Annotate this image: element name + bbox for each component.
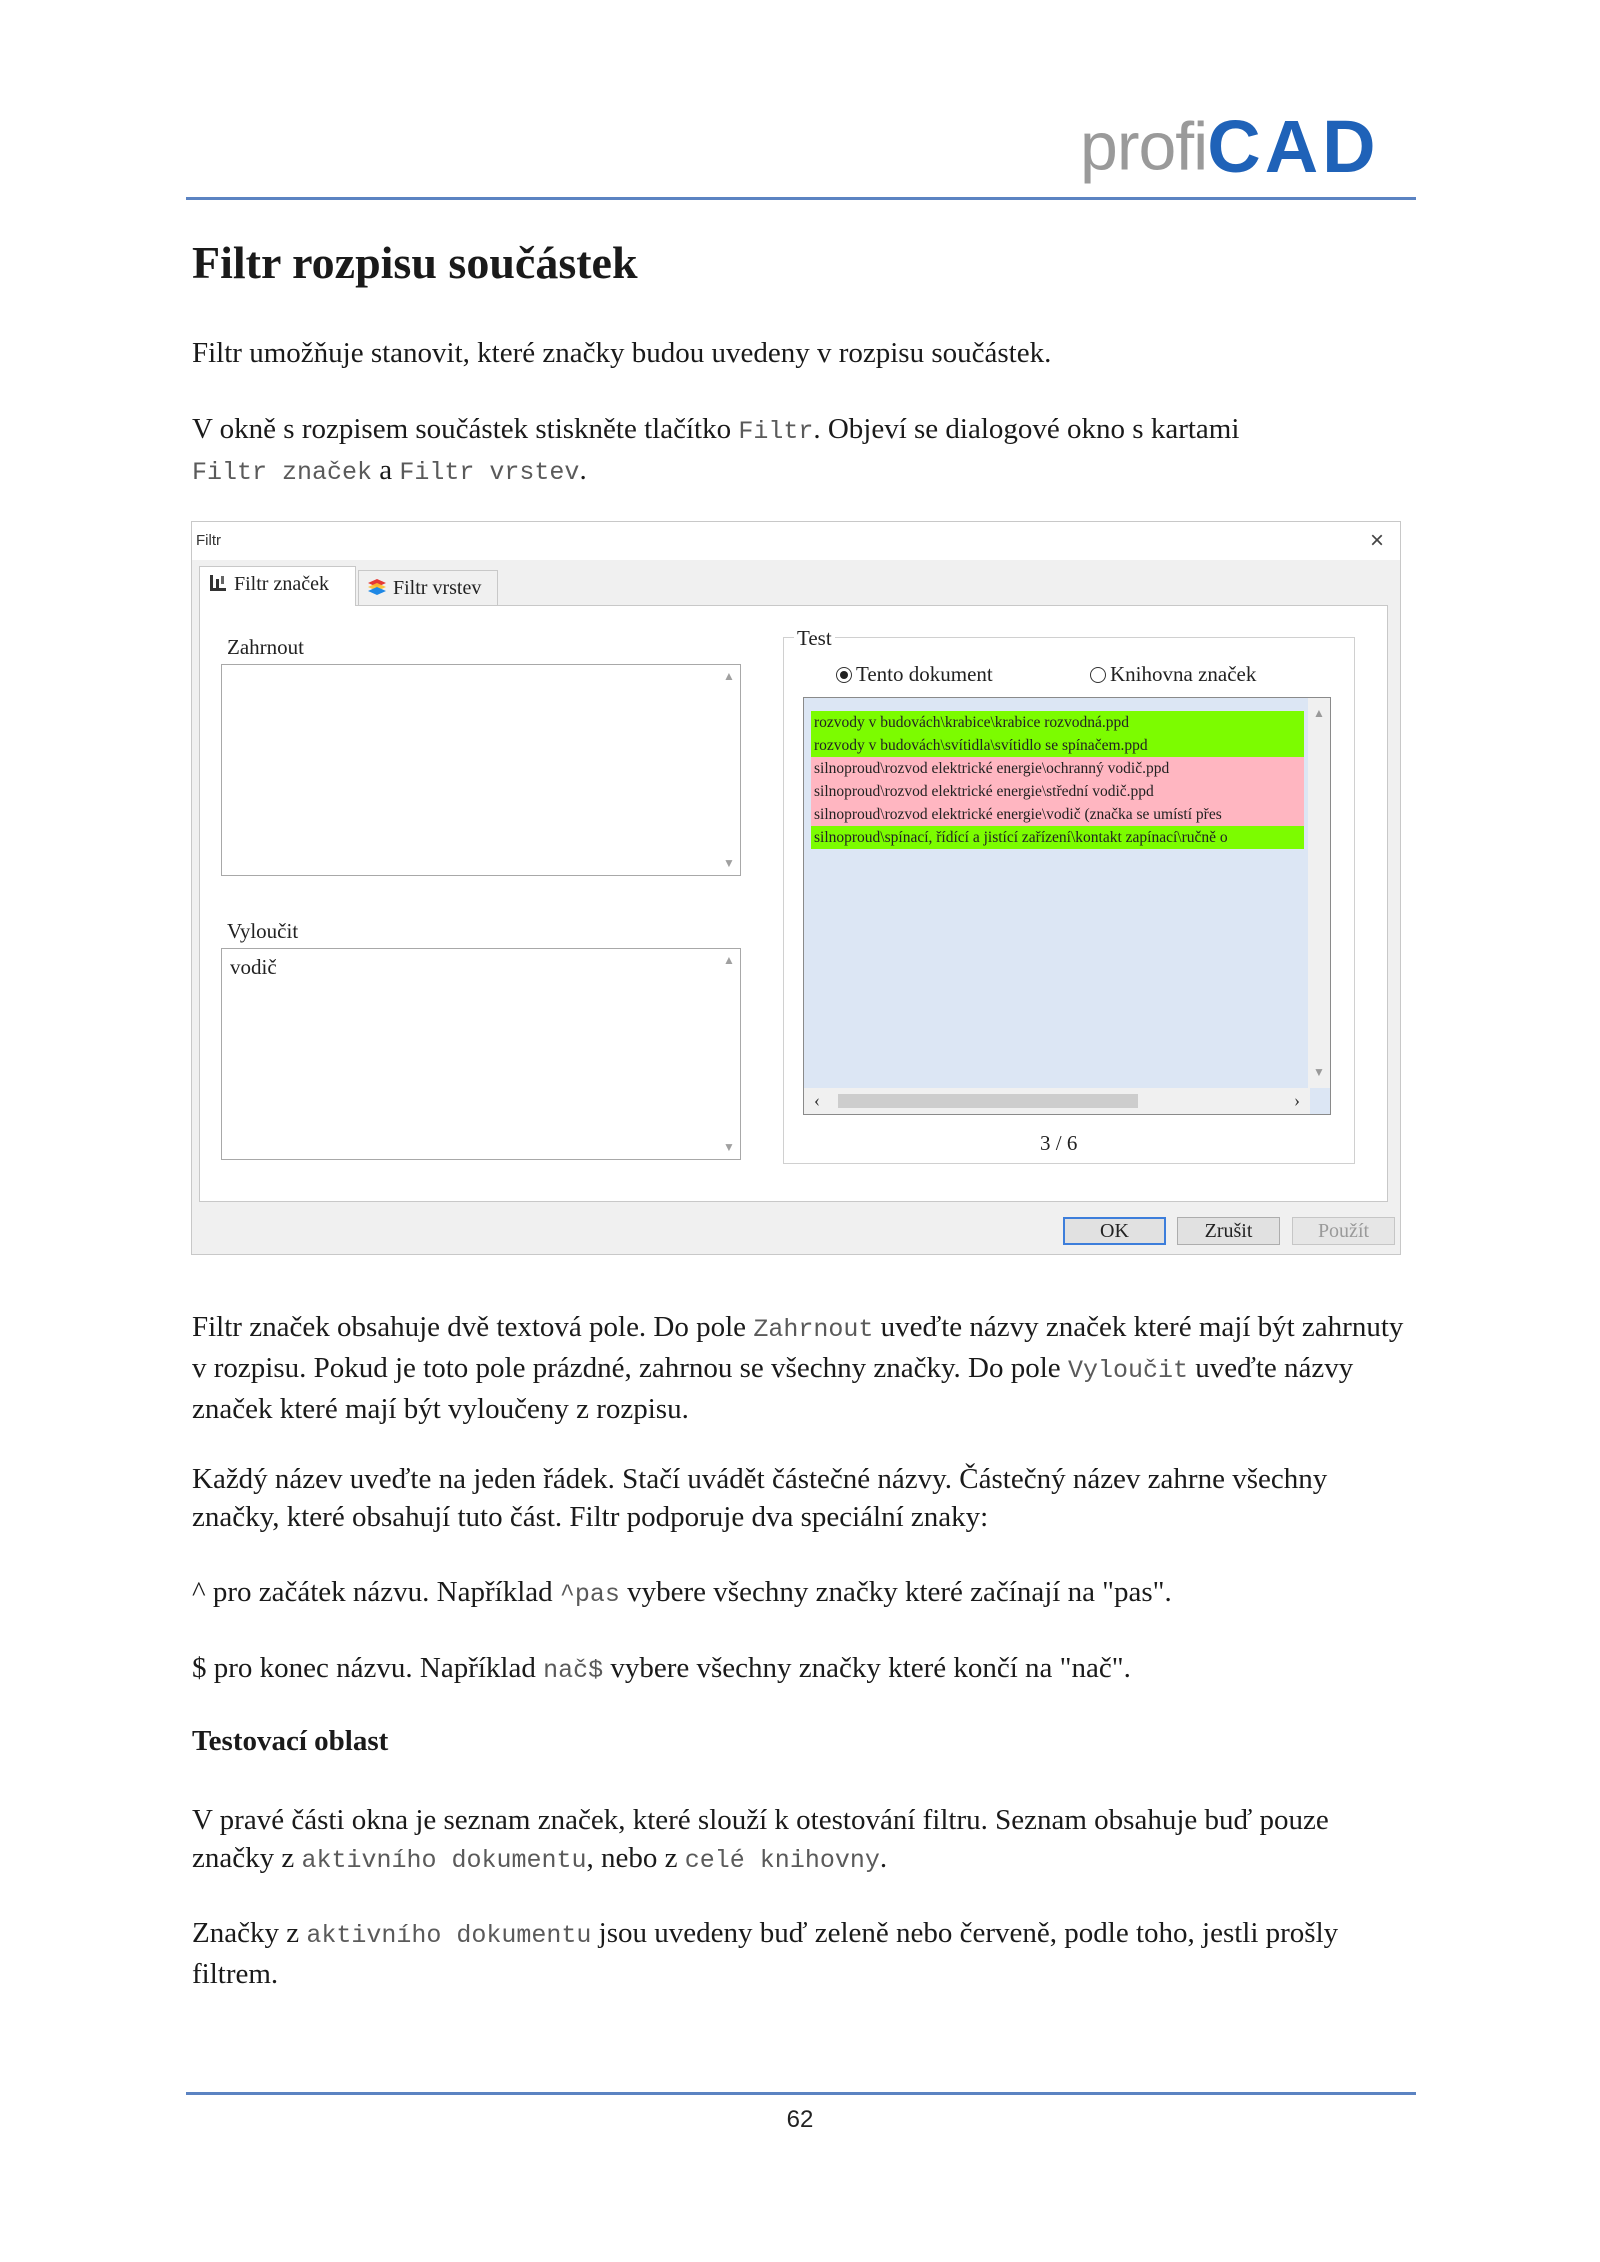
list-item[interactable]: rozvody v budovách\svítidla\svítidlo se spínačem.ppd bbox=[811, 734, 1304, 757]
tab-filtr-vrstev[interactable] bbox=[358, 570, 498, 606]
radio-label: Knihovna značek bbox=[1110, 662, 1257, 686]
exclude-label: Vyloučit bbox=[227, 919, 299, 943]
page-title: Filtr rozpisu součástek bbox=[192, 237, 638, 288]
exclude-value: vodič bbox=[230, 955, 277, 979]
logo-text-cad: CAD bbox=[1207, 105, 1380, 188]
proficad-logo bbox=[1080, 104, 1380, 188]
tab-label: Filtr značek bbox=[234, 573, 329, 595]
radio-selected-icon bbox=[836, 667, 852, 683]
intro-text: Filtr umožňuje stanovit, které značky budou uvedeny v rozpisu součástek. bbox=[192, 337, 1052, 369]
apply-button[interactable]: Použít bbox=[1292, 1217, 1395, 1245]
radio-symbol-library[interactable] bbox=[1090, 662, 1256, 687]
close-icon[interactable]: × bbox=[1369, 527, 1384, 554]
code-whole-library: celé knihovny bbox=[684, 1846, 880, 1875]
scroll-down-icon[interactable]: ▼ bbox=[723, 1140, 735, 1154]
body-paragraph-caret bbox=[192, 1573, 1410, 1614]
radio-unselected-icon bbox=[1090, 667, 1106, 683]
text-run: V pravé části okna je seznam značek, které slouží k otestování filtru. Seznam obsahuje buď pouze značky z bbox=[192, 1804, 1329, 1874]
radio-this-document[interactable] bbox=[836, 662, 993, 687]
intro-paragraph-2 bbox=[192, 410, 1410, 492]
body-paragraph-test-area bbox=[192, 1801, 1410, 1880]
test-list-vscroll[interactable] bbox=[1308, 698, 1330, 1088]
code-active-document: aktivního dokumentu bbox=[306, 1921, 592, 1950]
code-filtr-znacek: Filtr značek bbox=[192, 458, 373, 487]
header-rule bbox=[186, 197, 1416, 200]
symbol-filter-icon bbox=[208, 573, 228, 593]
text-run: . bbox=[579, 454, 587, 486]
layers-icon bbox=[367, 577, 387, 597]
code-filtr: Filtr bbox=[738, 417, 814, 446]
text-run: V okně s rozpisem součástek stiskněte tlačítko bbox=[192, 413, 739, 445]
scroll-up-icon[interactable]: ▲ bbox=[723, 669, 735, 683]
page-number: 62 bbox=[786, 2106, 814, 2133]
text-run: ^ pro začátek názvu. Například bbox=[192, 1576, 560, 1608]
hscroll-thumb[interactable] bbox=[838, 1094, 1138, 1108]
body-paragraph-fields bbox=[192, 1308, 1410, 1428]
scroll-right-icon[interactable]: › bbox=[1294, 1090, 1300, 1110]
text-run: jsou uvedeny buď zeleně nebo červeně, podle toho, jestli prošly filtrem. bbox=[192, 1917, 1339, 1990]
scroll-down-icon[interactable]: ▼ bbox=[1313, 1065, 1325, 1079]
section-subheading: Testovací oblast bbox=[192, 1725, 389, 1757]
scroll-up-icon[interactable]: ▲ bbox=[1313, 706, 1325, 720]
text-run: vybere všechny značky které končí na "nač". bbox=[603, 1652, 1131, 1684]
list-item[interactable]: rozvody v budovách\krabice\krabice rozvodná.ppd bbox=[811, 711, 1304, 734]
test-counter: 3 / 6 bbox=[1040, 1131, 1078, 1155]
list-item[interactable]: silnoproud\rozvod elektrické energie\ochranný vodič.ppd bbox=[811, 757, 1304, 780]
test-list-hscroll[interactable] bbox=[804, 1088, 1310, 1114]
radio-label: Tento dokument bbox=[856, 662, 993, 686]
scroll-left-icon[interactable]: ‹ bbox=[814, 1090, 820, 1110]
body-paragraph-colors bbox=[192, 1914, 1410, 1993]
code-caret-pas: ^pas bbox=[559, 1580, 620, 1609]
dialog-titlebar bbox=[192, 522, 1400, 560]
code-zahrnout: Zahrnout bbox=[753, 1315, 874, 1344]
scroll-down-icon[interactable]: ▼ bbox=[723, 856, 735, 870]
code-vyloucit: Vyloučit bbox=[1067, 1356, 1188, 1385]
text-run: Každý název uveďte na jeden řádek. Stačí uvádět částečné názvy. Částečný název zahrne všechny značky, které obsahují tuto část. Filtr podporuje dva speciální znaky: bbox=[192, 1463, 1328, 1533]
list-item[interactable]: silnoproud\rozvod elektrické energie\vodič (značka se umístí přes bbox=[811, 803, 1304, 826]
exclude-scrollbar[interactable] bbox=[720, 951, 738, 1157]
text-run: . Objeví se dialogové okno s kartami bbox=[813, 413, 1240, 445]
text-run: $ pro konec názvu. Například bbox=[192, 1652, 544, 1684]
body-paragraph-dollar bbox=[192, 1649, 1410, 1690]
text-run: Značky z bbox=[192, 1917, 307, 1949]
footer-rule bbox=[186, 2092, 1416, 2095]
list-item[interactable]: silnoproud\spínací, řídící a jistící zařízení\kontakt zapínací\ručně o bbox=[811, 826, 1304, 849]
test-label: Test bbox=[794, 626, 835, 651]
scroll-up-icon[interactable]: ▲ bbox=[723, 953, 735, 967]
tab-label: Filtr vrstev bbox=[393, 577, 482, 599]
code-nac-dollar: nač$ bbox=[543, 1656, 604, 1685]
ok-button[interactable]: OK bbox=[1063, 1217, 1166, 1245]
text-run: , nebo z bbox=[586, 1842, 685, 1874]
exclude-textarea[interactable] bbox=[221, 948, 741, 1160]
logo-text-profi: profi bbox=[1080, 108, 1208, 185]
intro-paragraph-1 bbox=[192, 334, 1410, 372]
text-run: Filtr značek obsahuje dvě textová pole. Do pole bbox=[192, 1311, 754, 1343]
text-run: uveďte názvy značek které mají být vyloučeny z rozpisu. bbox=[192, 1352, 1354, 1425]
include-label: Zahrnout bbox=[227, 635, 304, 659]
text-run: . bbox=[879, 1842, 888, 1874]
text-run: a bbox=[372, 454, 400, 486]
include-textarea[interactable] bbox=[221, 664, 741, 876]
body-paragraph-partial-names bbox=[192, 1460, 1410, 1536]
code-filtr-vrstev: Filtr vrstev bbox=[399, 458, 580, 487]
tab-filtr-znacek[interactable] bbox=[199, 566, 356, 606]
include-scrollbar[interactable] bbox=[720, 667, 738, 873]
test-list[interactable] bbox=[803, 697, 1331, 1115]
dialog-title: Filtr bbox=[196, 532, 221, 549]
text-run: uveďte názvy značek které mají být zahrnuty v rozpisu. Pokud je toto pole prázdné, zahrnou se všechny značky. Do pole bbox=[192, 1311, 1404, 1384]
cancel-button[interactable]: Zrušit bbox=[1177, 1217, 1280, 1245]
code-active-document: aktivního dokumentu bbox=[301, 1846, 587, 1875]
text-run: vybere všechny značky které začínají na "pas". bbox=[619, 1576, 1172, 1608]
list-item[interactable]: silnoproud\rozvod elektrické energie\střední vodič.ppd bbox=[811, 780, 1304, 803]
